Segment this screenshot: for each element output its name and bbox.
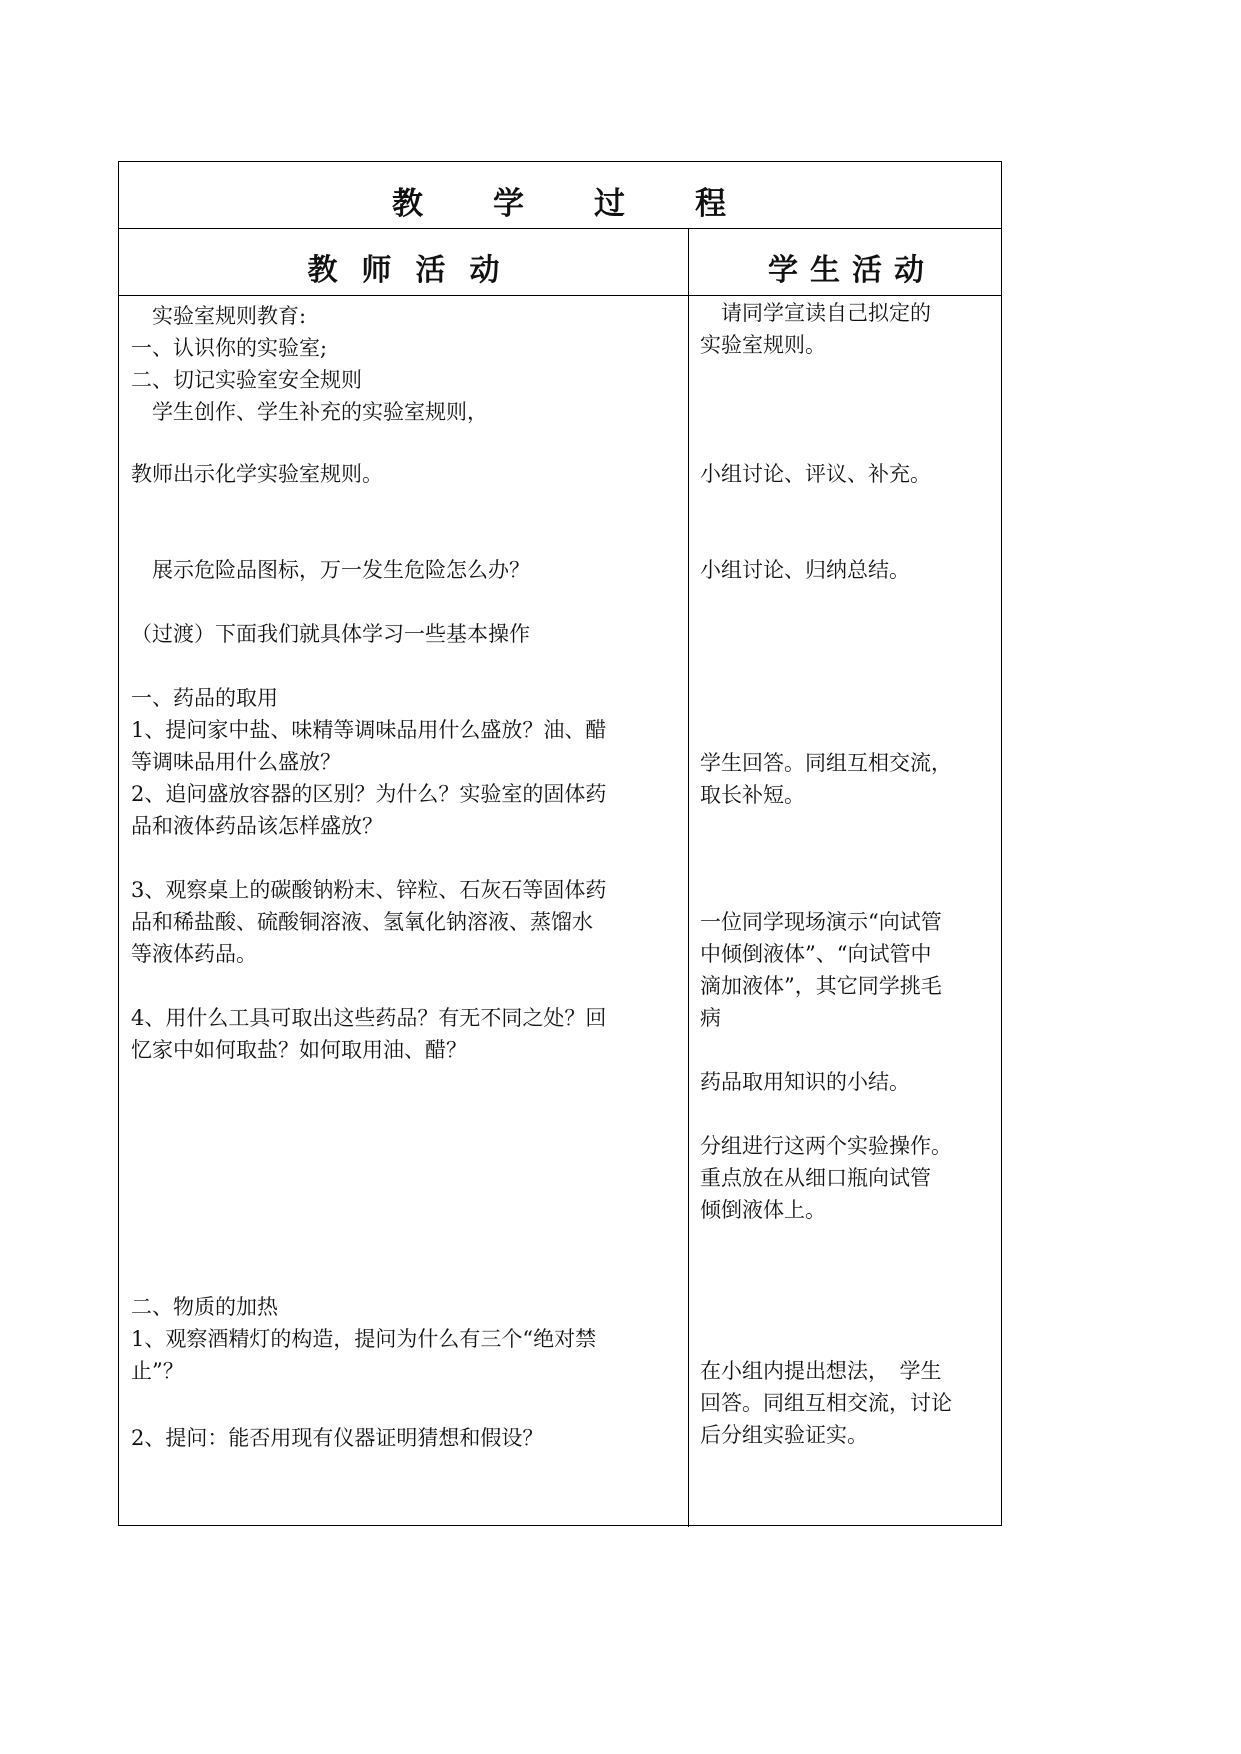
teacher-line: 忆家中如何取盐？如何取用油、醋？: [131, 1038, 467, 1062]
student-line: 重点放在从细口瓶向试管: [700, 1166, 931, 1190]
title-char: 学: [493, 186, 526, 222]
header-char: 活: [852, 253, 882, 288]
header-char: 生: [810, 253, 840, 288]
teacher-line: 展示危险品图标，万一发生危险怎么办？: [131, 558, 530, 582]
teacher-line: 一、药品的取用: [131, 686, 278, 710]
teacher-line: 一、认识你的实验室;: [131, 336, 328, 360]
student-line: 一位同学现场演示“向试管: [700, 910, 942, 934]
student-activity-header: [689, 245, 1003, 289]
teacher-line: 2、追问盛放容器的区别？为什么？实验室的固体药: [131, 782, 607, 806]
teacher-line: 学生创作、学生补充的实验室规则，: [131, 400, 488, 424]
column-divider: [688, 229, 689, 1527]
teacher-line: 等调味品用什么盛放？: [131, 750, 341, 774]
student-line: 后分组实验证实。: [700, 1423, 868, 1447]
teacher-line: 等液体药品。: [131, 942, 257, 966]
student-line: 药品取用知识的小结。: [700, 1070, 910, 1094]
student-line: 滴加液体”，其它同学挑毛: [700, 974, 942, 998]
teacher-line: 4、用什么工具可取出这些药品？有无不同之处？回: [131, 1006, 607, 1030]
header-char: 学: [768, 253, 798, 288]
header-char: 动: [469, 253, 500, 288]
teacher-activity-header: [119, 245, 688, 289]
title-char: 过: [594, 186, 627, 222]
header-char: 教: [307, 253, 338, 288]
lesson-process-table: [118, 161, 1002, 1526]
teacher-line: 1、提问家中盐、味精等调味品用什么盛放？油、醋: [131, 718, 607, 742]
student-line: 学生回答。同组互相交流，: [700, 751, 952, 775]
teacher-line: 3、观察桌上的碳酸钠粉末、锌粒、石灰石等固体药: [131, 878, 607, 902]
student-line: 请同学宣读自己拟定的: [700, 301, 931, 325]
teacher-line: 品和液体药品该怎样盛放？: [131, 814, 383, 838]
student-line: 病: [700, 1006, 721, 1030]
teacher-line: 止”？: [131, 1359, 184, 1383]
header-row: [119, 229, 1001, 296]
student-line: 中倾倒液体”、“向试管中: [700, 942, 932, 966]
header-char: 师: [361, 253, 392, 288]
teacher-line: 教师出示化学实验室规则。: [131, 462, 383, 486]
title-char: 程: [695, 186, 728, 222]
teacher-line: 二、物质的加热: [131, 1295, 278, 1319]
teacher-line: 品和稀盐酸、硫酸铜溶液、氢氧化钠溶液、蒸馏水: [131, 910, 593, 934]
teacher-line: （过渡）下面我们就具体学习一些基本操作: [131, 622, 530, 646]
teacher-line: 1、观察酒精灯的构造，提问为什么有三个“绝对禁: [131, 1327, 597, 1351]
student-line: 小组讨论、评议、补充。: [700, 462, 931, 486]
teacher-line: 2、提问：能否用现有仪器证明猜想和假设？: [131, 1426, 544, 1450]
student-line: 在小组内提出想法， 学生: [700, 1359, 942, 1383]
student-line: 分组进行这两个实验操作。: [700, 1134, 952, 1158]
header-char: 动: [894, 253, 924, 288]
title-row: [119, 162, 1001, 229]
student-line: 取长补短。: [700, 783, 805, 807]
student-line: 回答。同组互相交流，讨论: [700, 1391, 952, 1415]
title-char: 教: [392, 186, 425, 222]
student-line: 实验室规则。: [700, 333, 826, 357]
teacher-line: 二、切记实验室安全规则: [131, 368, 362, 392]
student-line: 倾倒液体上。: [700, 1198, 826, 1222]
teacher-line: 实验室规则教育:: [131, 304, 307, 328]
table-title: [119, 178, 1001, 223]
student-line: 小组讨论、归纳总结。: [700, 558, 910, 582]
header-char: 活: [415, 253, 446, 288]
